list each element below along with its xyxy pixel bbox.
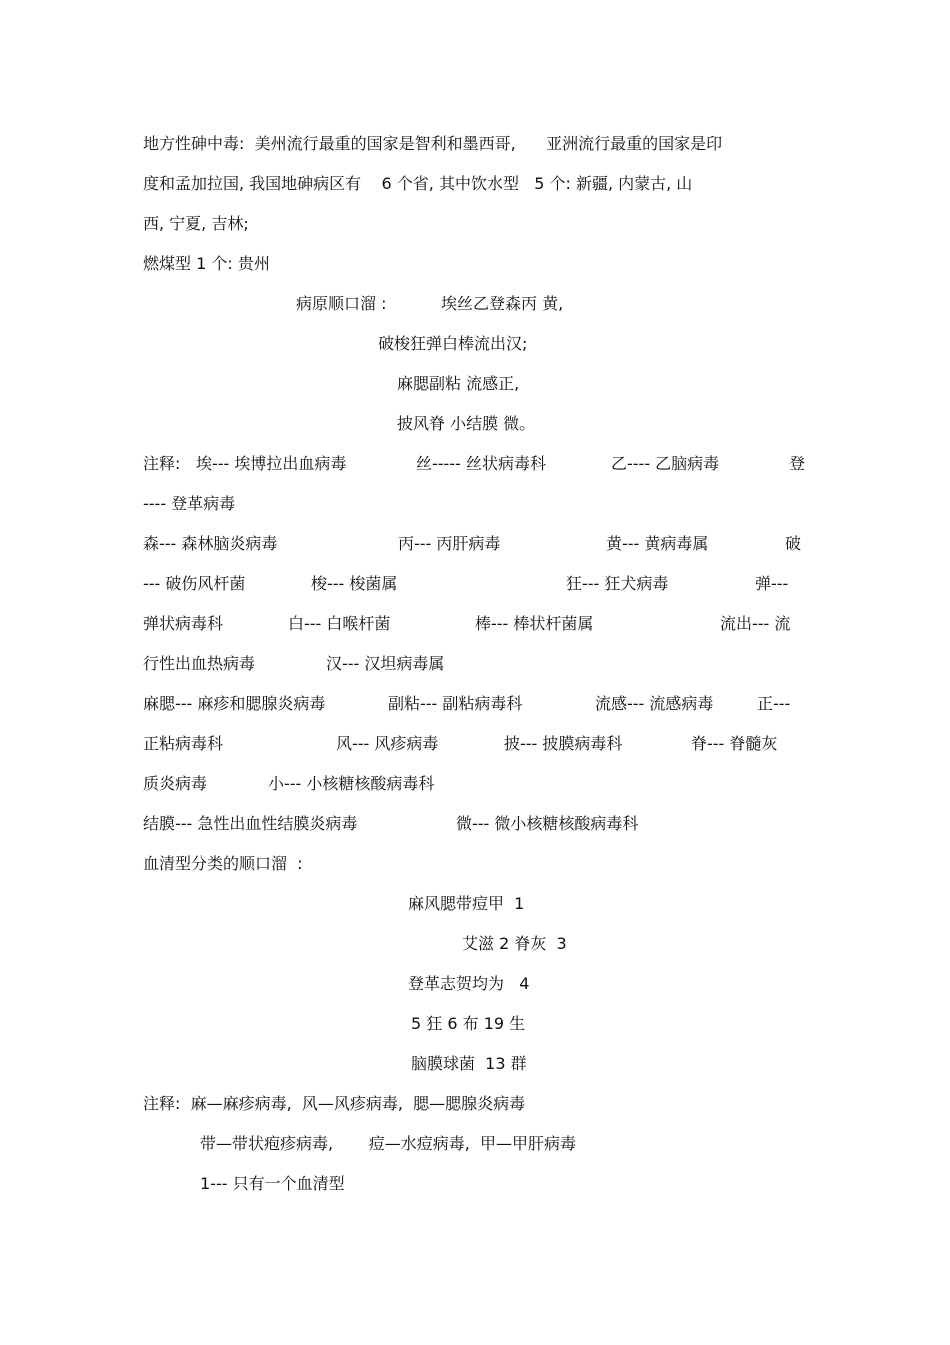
rhyme2-title: 血清型分类的顺口溜 : xyxy=(143,854,303,873)
rhyme1-line-1: 埃丝乙登森丙 黄, xyxy=(441,294,564,313)
note-item: --- 破伤风杆菌 xyxy=(143,574,246,593)
arsenic-line-3: 西, 宁夏, 吉林; xyxy=(143,214,249,233)
note-item: 棒--- 棒状杆菌属 xyxy=(475,614,594,633)
rhyme1-line-2: 破梭狂弹白棒流出汉; xyxy=(378,334,528,353)
rhyme2-line-5: 脑膜球菌 13 群 xyxy=(411,1054,527,1073)
arsenic-line-4: 燃煤型 1 个: 贵州 xyxy=(143,254,270,273)
note-item: 登 xyxy=(789,454,806,473)
rhyme2-line-1: 麻风腮带痘甲 1 xyxy=(408,894,525,913)
note-item: 流感--- 流感病毒 xyxy=(595,694,714,713)
note-item: 弹状病毒科 xyxy=(143,614,224,633)
note-item: 流出--- 流 xyxy=(720,614,791,633)
note-item: 结膜--- 急性出血性结膜炎病毒 xyxy=(143,814,358,833)
arsenic-line-1: 地方性砷中毒: 美州流行最重的国家是智利和墨西哥, 亚洲流行最重的国家是印 xyxy=(143,134,723,153)
note-item: 行性出血热病毒 xyxy=(143,654,256,673)
rhyme2-line-4: 5 狂 6 布 19 生 xyxy=(411,1014,526,1033)
note-item: 质炎病毒 xyxy=(143,774,208,793)
note-item: 小--- 小核糖核酸病毒科 xyxy=(268,774,435,793)
note-item: 正粘病毒科 xyxy=(143,734,224,753)
note-item: 丙--- 丙肝病毒 xyxy=(398,534,501,553)
note-item: 丝----- 丝状病毒科 xyxy=(416,454,546,473)
note-item: 脊--- 脊髓灰 xyxy=(691,734,778,753)
rhyme1-title: 病原顺口溜 : xyxy=(296,294,387,313)
rhyme1-line-3: 麻腮副粘 流感正, xyxy=(397,374,520,393)
rhyme2-line-2: 艾滋 2 脊灰 3 xyxy=(462,934,567,953)
note-item: 麻腮--- 麻疹和腮腺炎病毒 xyxy=(143,694,326,713)
rhyme2-line-3: 登革志贺均为 4 xyxy=(408,974,530,993)
note-item: 森--- 森林脑炎病毒 xyxy=(143,534,278,553)
rhyme1-line-4: 披风脊 小结膜 微。 xyxy=(397,414,536,433)
note-item: 正--- xyxy=(757,694,791,713)
note-item: 微--- 微小核糖核酸病毒科 xyxy=(456,814,639,833)
note-item: 披--- 披膜病毒科 xyxy=(504,734,623,753)
note-item: 白--- 白喉杆菌 xyxy=(288,614,391,633)
note-item: 副粘--- 副粘病毒科 xyxy=(388,694,523,713)
notes2-line-1: 注释: 麻—麻疹病毒, 风—风疹病毒, 腮—腮腺炎病毒 xyxy=(143,1094,526,1113)
note-item: 汉--- 汉坦病毒属 xyxy=(326,654,445,673)
arsenic-line-2: 度和孟加拉国, 我国地砷病区有 6 个省, 其中饮水型 5 个: 新疆, 内蒙古, 山 xyxy=(143,174,693,193)
notes2-line-2: 带—带状疱疹病毒, 痘—水痘病毒, 甲—甲肝病毒 xyxy=(200,1134,576,1153)
note-item: 梭--- 梭菌属 xyxy=(311,574,398,593)
notes1-prefix: 注释: xyxy=(143,454,181,473)
note-item: 狂--- 狂犬病毒 xyxy=(566,574,669,593)
note-item: 黄--- 黄病毒属 xyxy=(606,534,709,553)
note-item: 破 xyxy=(785,534,802,553)
note-item: 乙---- 乙脑病毒 xyxy=(611,454,720,473)
note-item: 风--- 风疹病毒 xyxy=(336,734,439,753)
note-item: 埃--- 埃博拉出血病毒 xyxy=(196,454,347,473)
note-item: 弹--- xyxy=(755,574,789,593)
notes2-line-3: 1--- 只有一个血清型 xyxy=(200,1174,345,1193)
note-item: ---- 登革病毒 xyxy=(143,494,236,513)
